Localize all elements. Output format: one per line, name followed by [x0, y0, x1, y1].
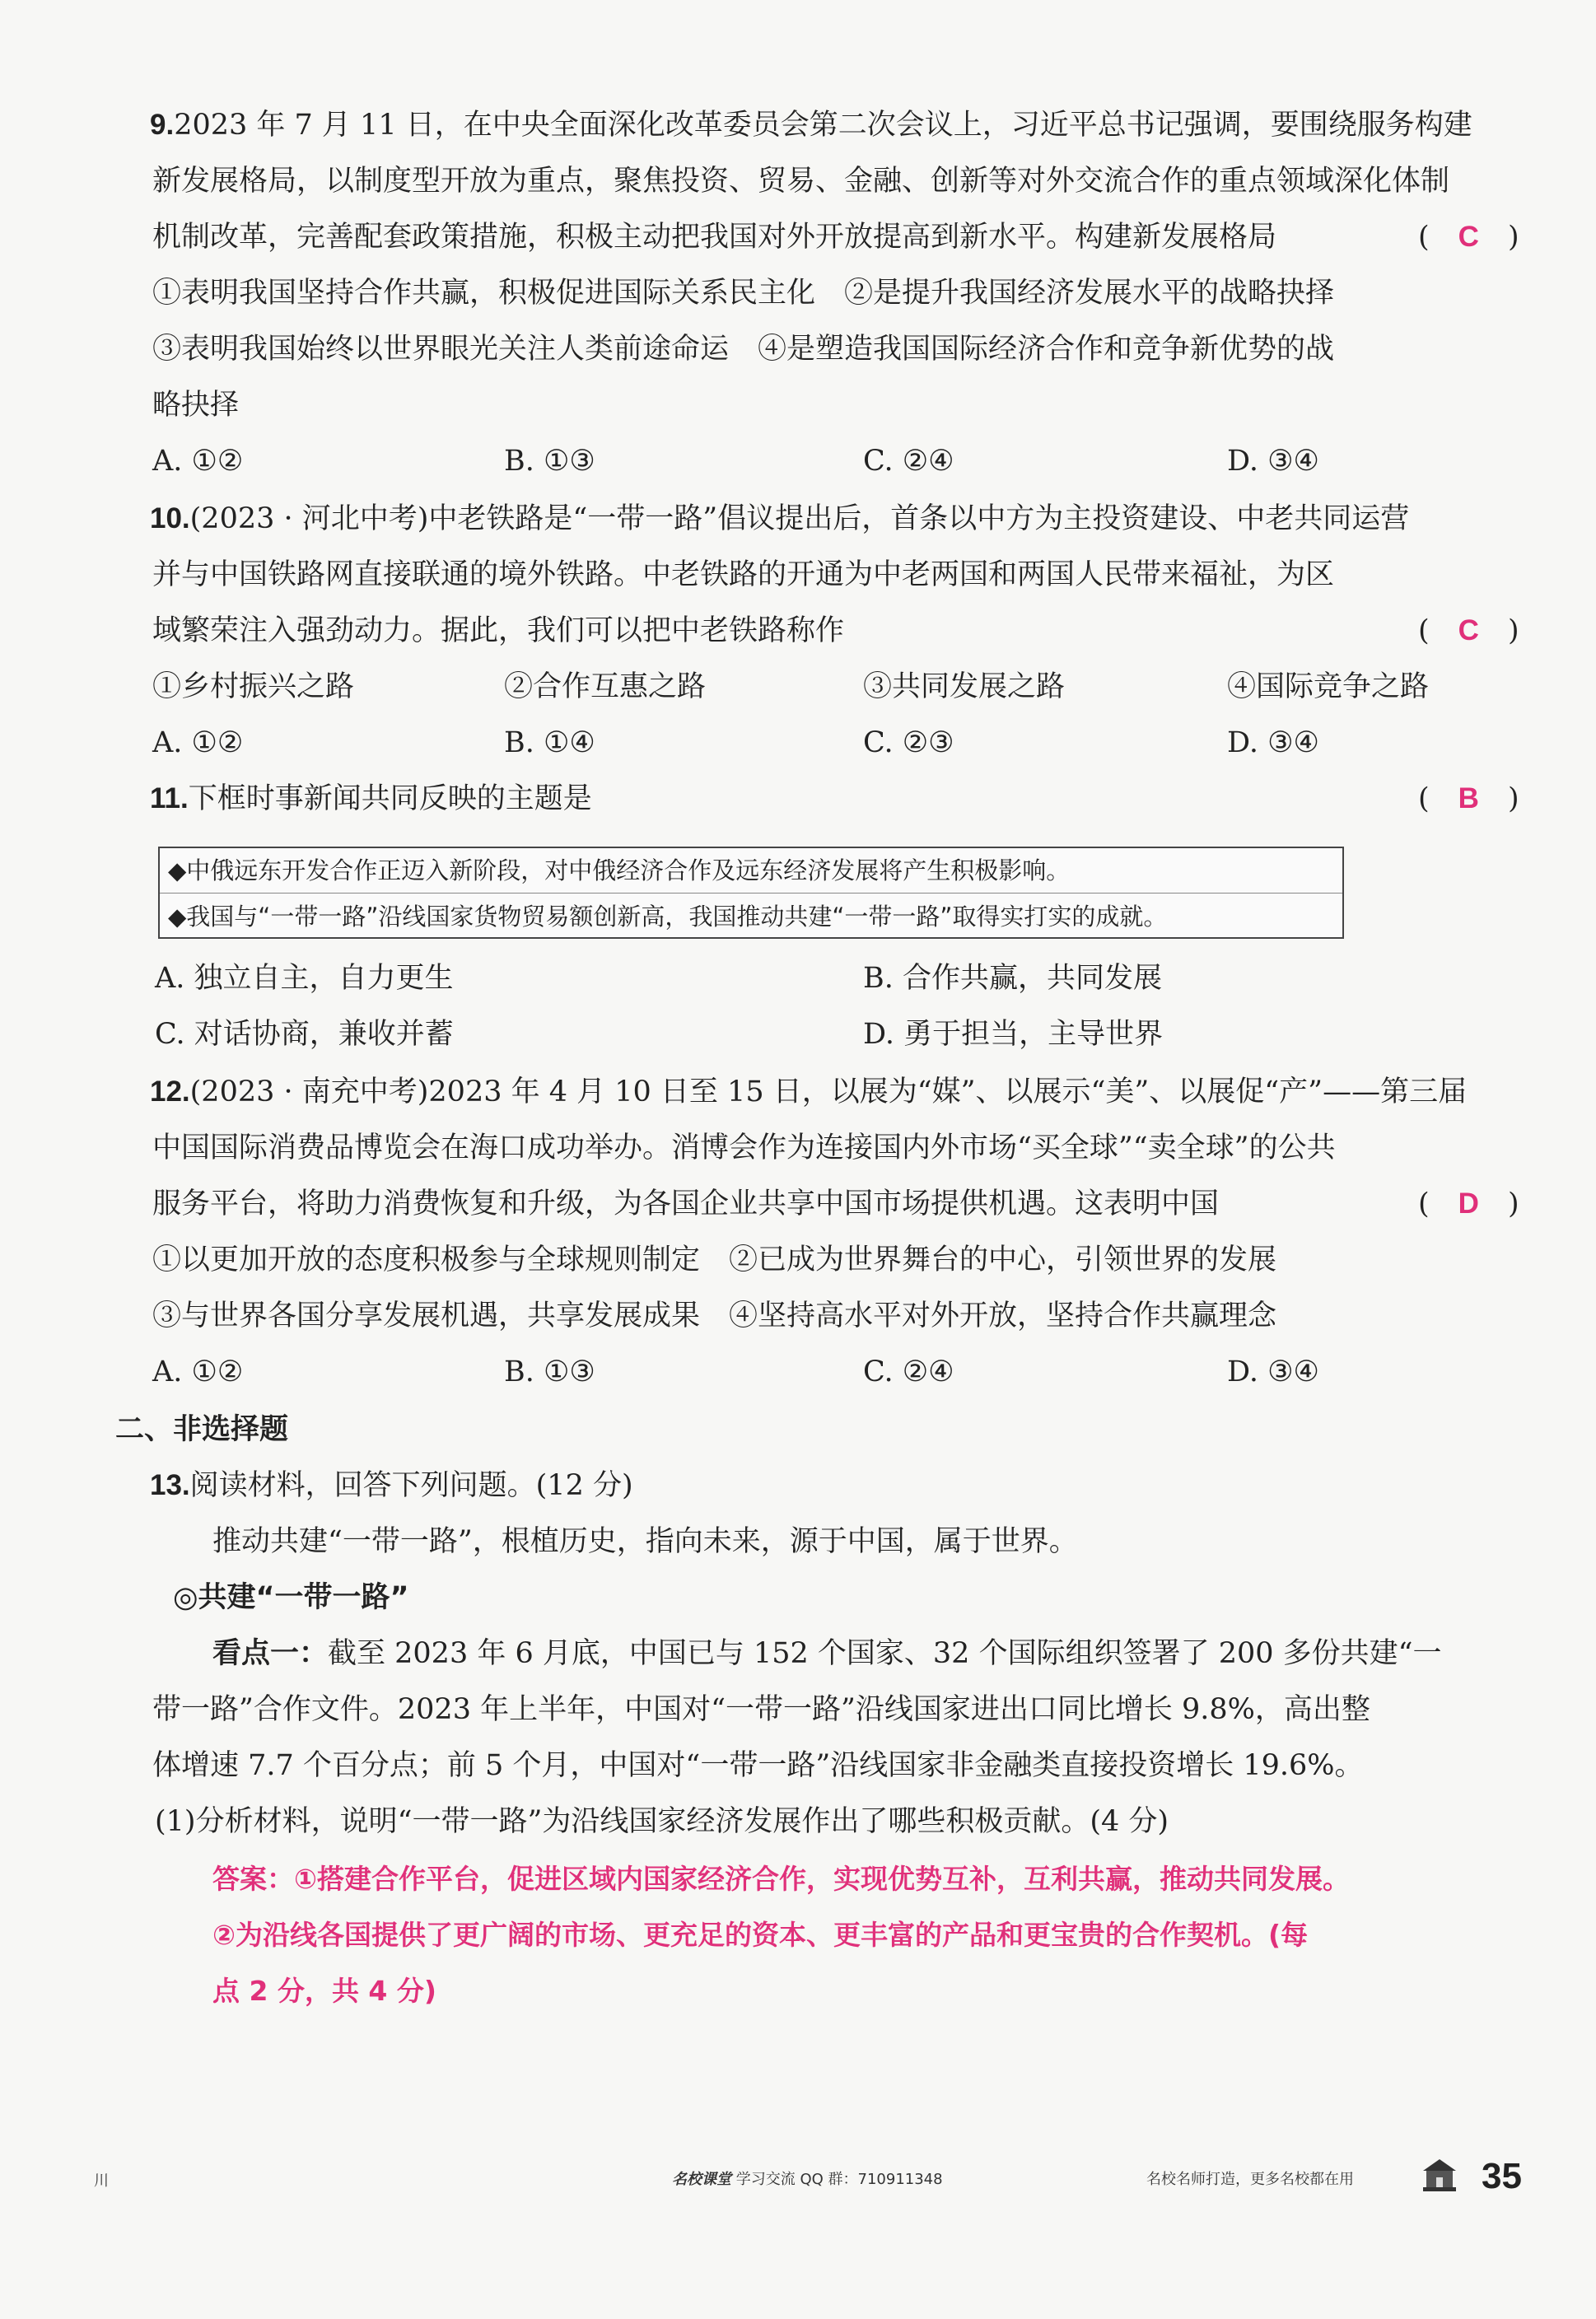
q10-answer: ( C ): [1418, 614, 1519, 647]
news-item-2: ◆我国与“一带一路”沿线国家货物贸易额创新高，我国推动共建“一带一路”取得实打实的成就。: [168, 903, 1168, 931]
q12-line-3: 服务平台，将助力消费恢复和升级，为各国企业共享中国市场提供机遇。这表明中国: [152, 1187, 1220, 1220]
q12-option-b[interactable]: B. ①③: [504, 1355, 595, 1388]
point-label: 看点一：: [212, 1637, 329, 1670]
q12-line-1: 12.(2023 · 南充中考)2023 年 4 月 10 日至 15 日，以展为“媒”、以展示“美”、以展促“产”——第三届: [150, 1076, 1468, 1108]
q12-line-2: 中国国际消费品博览会在海口成功举办。消博会作为连接国内外市场“买全球”“卖全球”的公共: [152, 1132, 1336, 1164]
q13-answer-line-3: 点 2 分，共 4 分): [212, 1975, 436, 2007]
q13-point-line-3: 体增速 7.7 个百分点；前 5 个月，中国对“一带一路”沿线国家非金融类直接投资增长 19.6%。: [152, 1749, 1364, 1782]
footer-slogan: 名校名师打造，更多名校都在用: [1146, 2171, 1354, 2188]
q9-item-2: ③表明我国始终以世界眼光关注人类前途命运 ④是塑造我国国际经济合作和竞争新优势的战: [152, 333, 1335, 366]
q11-number: 11.: [150, 782, 189, 814]
q9-option-c[interactable]: C. ②④: [863, 445, 954, 478]
q11-stem: 11.下框时事新闻共同反映的主题是: [150, 782, 592, 815]
qq-group: 学习交流 QQ 群：710911348: [735, 2171, 943, 2188]
q9-option-b[interactable]: B. ①③: [504, 445, 595, 478]
q13-sub-heading: ◎共建“一带一路”: [173, 1581, 409, 1614]
q11-answer: ( B ): [1418, 782, 1519, 815]
q13-stem: 13.阅读材料，回答下列问题。(12 分): [150, 1469, 633, 1502]
q10-option-d[interactable]: D. ③④: [1227, 726, 1319, 759]
q12-option-d[interactable]: D. ③④: [1227, 1355, 1319, 1388]
q10-line-3: 域繁荣注入强劲动力。据此，我们可以把中老铁路称作: [152, 614, 845, 647]
q13-question-1: (1)分析材料，说明“一带一路”为沿线国家经济发展作出了哪些积极贡献。(4 分): [155, 1805, 1169, 1838]
footer-region-mark: 川: [94, 2172, 109, 2190]
q9-line-1: 9.2023 年 7 月 11 日，在中央全面深化改革委员会第二次会议上，习近平总书记强调，要围绕服务构建: [150, 109, 1472, 142]
q9-number: 9.: [150, 109, 175, 141]
q10-item-2: ②合作互惠之路: [504, 670, 707, 703]
q9-item-3: 略抉择: [152, 389, 240, 422]
q10-number: 10.: [150, 502, 190, 534]
news-divider: [160, 893, 1342, 894]
q12-item-2: ③与世界各国分享发展机遇，共享发展成果 ④坚持高水平对外开放，坚持合作共赢理念: [152, 1299, 1277, 1332]
brand-logo-text: 名校课堂: [672, 2171, 731, 2188]
q9-line-2: 新发展格局，以制度型开放为重点，聚焦投资、贸易、金融、创新等对外交流合作的重点领域深化体制: [152, 165, 1450, 198]
q12-item-1: ①以更加开放的态度积极参与全球规则制定 ②已成为世界舞台的中心，引领世界的发展: [152, 1243, 1277, 1276]
news-item-1: ◆中俄远东开发合作正迈入新阶段，对中俄经济合作及远东经济发展将产生积极影响。: [168, 856, 1071, 884]
section-heading: 二、非选择题: [115, 1413, 289, 1446]
q10-line-2: 并与中国铁路网直接联通的境外铁路。中老铁路的开通为中老两国和两国人民带来福祉，为区: [152, 558, 1335, 591]
q12-option-a[interactable]: A. ①②: [152, 1355, 244, 1388]
q11-option-b[interactable]: B. 合作共赢，共同发展: [863, 962, 1162, 995]
q10-line-1: 10.(2023 · 河北中考)中老铁路是“一带一路”倡议提出后，首条以中方为主投资建设、中老共同运营: [150, 502, 1410, 535]
q10-option-b[interactable]: B. ①④: [504, 726, 595, 759]
news-box: [158, 847, 1344, 939]
q9-line-3: 机制改革，完善配套政策措施，积极主动把我国对外开放提高到新水平。构建新发展格局: [152, 221, 1277, 254]
q10-option-a[interactable]: A. ①②: [152, 726, 244, 759]
q10-item-3: ③共同发展之路: [863, 670, 1066, 703]
page-number: 35: [1482, 2156, 1522, 2196]
footer-qq: [672, 2167, 943, 2189]
q13-point-line-1: 看点一：截至 2023 年 6 月底，中国已与 152 个国家、32 个国际组织签署了 200 多份共建“一: [212, 1637, 1442, 1670]
q9-option-a[interactable]: A. ①②: [152, 445, 244, 478]
q12-option-c[interactable]: C. ②④: [863, 1355, 954, 1388]
q12-number: 12.: [150, 1076, 190, 1108]
q12-answer: ( D ): [1418, 1187, 1519, 1220]
q13-answer-line-1: 答案：①搭建合作平台，促进区域内国家经济合作，实现优势互补，互利共赢，推动共同发展。: [212, 1863, 1350, 1895]
school-logo-icon: [1418, 2153, 1461, 2194]
q11-option-a[interactable]: A. 独立自主，自力更生: [155, 962, 454, 995]
q10-item-4: ④国际竞争之路: [1227, 670, 1430, 703]
q13-point-line-2: 带一路”合作文件。2023 年上半年，中国对“一带一路”沿线国家进出口同比增长 9.8%，高出整: [152, 1693, 1370, 1726]
q10-item-1: ①乡村振兴之路: [152, 670, 355, 703]
q11-option-c[interactable]: C. 对话协商，兼收并蓄: [155, 1018, 454, 1051]
q9-item-1: ①表明我国坚持合作共赢，积极促进国际关系民主化 ②是提升我国经济发展水平的战略抉择: [152, 277, 1335, 310]
q10-option-c[interactable]: C. ②③: [863, 726, 954, 759]
q9-option-d[interactable]: D. ③④: [1227, 445, 1319, 478]
q13-intro: 推动共建“一带一路”，根植历史，指向未来，源于中国，属于世界。: [212, 1525, 1078, 1558]
q11-option-d[interactable]: D. 勇于担当，主导世界: [863, 1018, 1164, 1051]
q13-number: 13.: [150, 1469, 190, 1501]
q13-answer-line-2: ②为沿线各国提供了更广阔的市场、更充足的资本、更丰富的产品和更宝贵的合作契机。(每: [212, 1919, 1309, 1951]
q9-answer: ( C ): [1418, 221, 1519, 254]
